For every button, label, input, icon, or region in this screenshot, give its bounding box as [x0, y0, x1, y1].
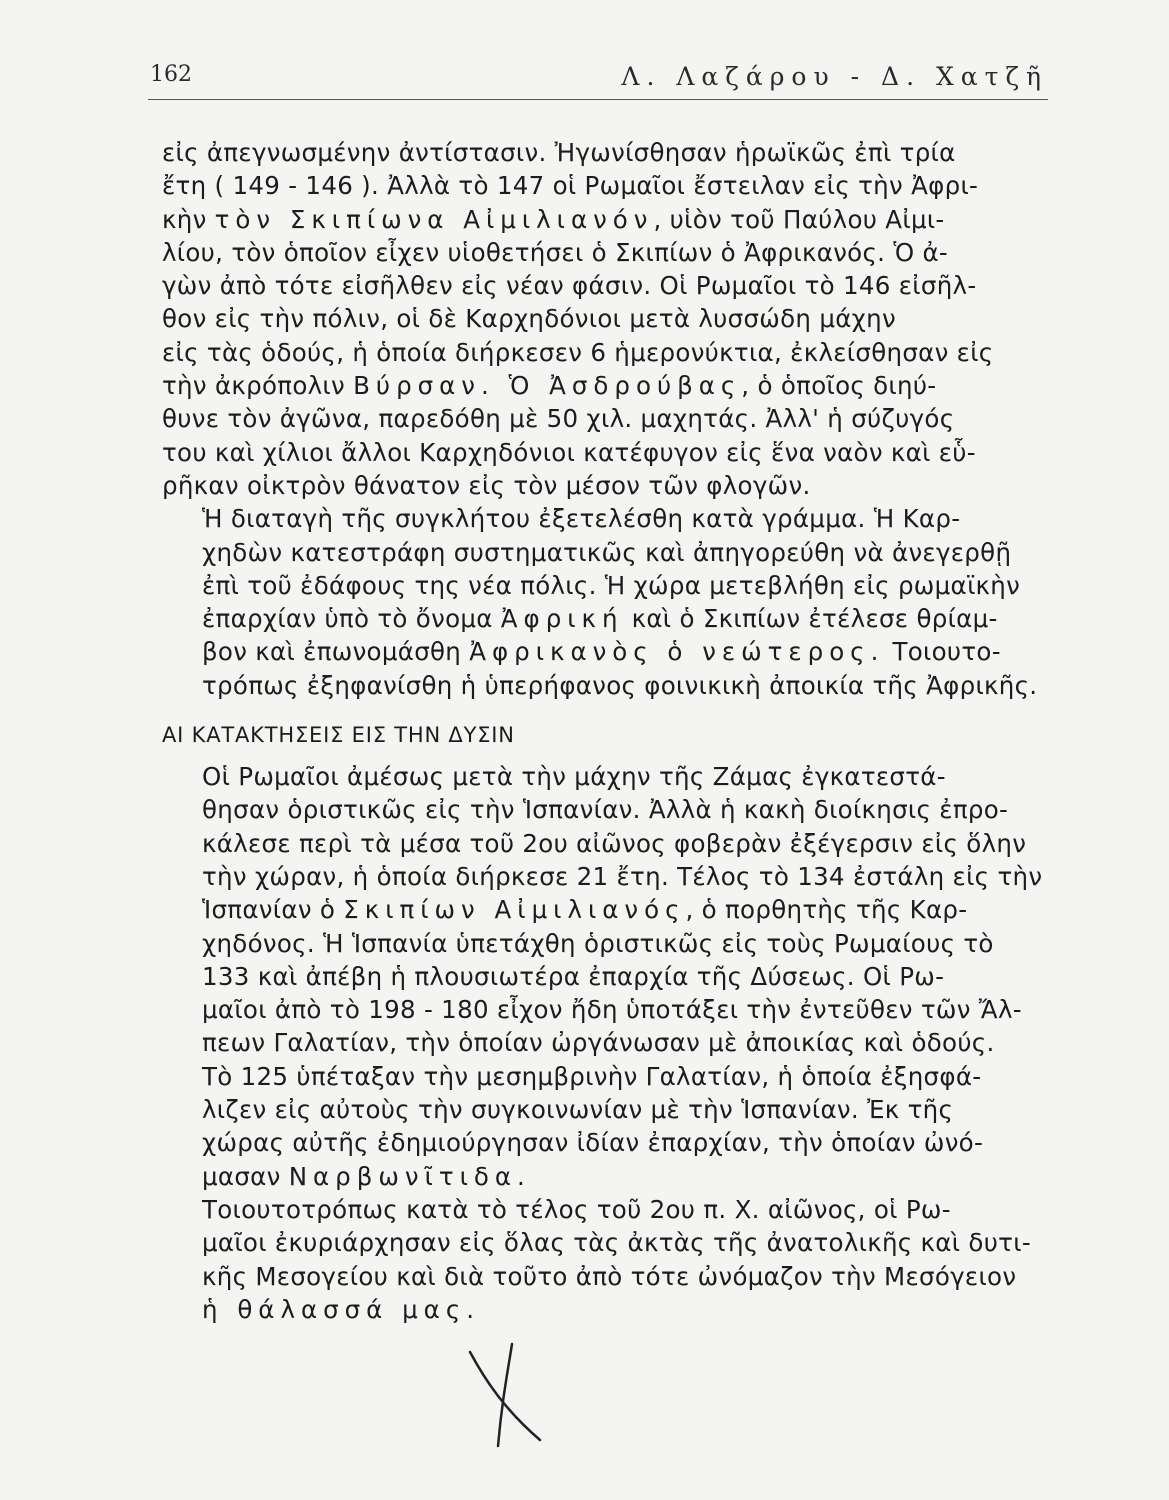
text-line: τὴν χώραν, ἡ ὁποία διήρκεσε 21 ἔτη. Τέλος τὸ 134 ἐστάλη εἰς τὴν	[202, 861, 1043, 891]
text-run: , ὁ ὁποῖος διηύ-	[741, 371, 937, 401]
text-line: ἔτη ( 149 - 146 ). Ἀλλὰ τὸ 147 οἱ Ρωμαῖοι ἔστειλαν εἰς τὴν Ἀφρι-	[162, 171, 979, 201]
emphasized-name: Σκιπίων Αἰμιλιανός	[343, 895, 686, 925]
text-run: Ἱσπανίαν ὁ	[202, 895, 344, 925]
pen-stroke	[498, 1344, 512, 1446]
text-line: ἐπὶ τοῦ ἐδάφους της νέα πόλις. Ἡ χώρα μετεβλήθη εἰς ρωμαϊκὴν	[202, 570, 1021, 600]
header-rule	[148, 99, 1048, 100]
emphasized-name: Ναρβωνῖτιδα.	[288, 1161, 531, 1191]
emphasized-name: Ἀφρική	[500, 604, 624, 634]
emphasized-name: τὸν Σκιπίωνα Αἰμιλιανόν	[214, 204, 654, 234]
text-run: βον καὶ ἐπωνομάσθη	[202, 637, 470, 667]
running-title: Λ. Λαζάρου - Δ. Χατζῆ	[621, 62, 1048, 91]
text-line: Ἡ διαταγὴ τῆς συγκλήτου ἐξετελέσθη κατὰ γράμμα. Ἡ Καρ-	[202, 504, 961, 534]
text-line: εἰς ἀπεγνωσμένην ἀντίστασιν. Ἠγωνίσθησαν ἡρωϊκῶς ἐπὶ τρία	[162, 138, 956, 167]
text-run: τὴν ἀκρόπολιν	[162, 371, 354, 401]
text-line	[162, 893, 1050, 926]
end-cross-mark	[460, 1340, 550, 1450]
text-run: καὶ ὁ Σκιπίων ἐτέλεσε θρίαμ-	[623, 604, 998, 634]
text-run: κὴν	[162, 204, 215, 234]
paragraph-1	[162, 136, 1050, 502]
text-line: μαῖοι ἐκυριάρχησαν εἰς ὅλας τὰς ἀκτὰς τῆς ἀνατολικῆς καὶ δυτι-	[202, 1228, 1031, 1258]
body-text	[162, 136, 1050, 1326]
text-line: θησαν ὁριστικῶς εἰς τὴν Ἱσπανίαν. Ἀλλὰ ἡ κακὴ διοίκησις ἐπρο-	[202, 795, 1009, 825]
text-line: χηδὼν κατεστράφη συστηματικῶς καὶ ἀπηγορεύθη νὰ ἀνεγερθῇ	[202, 537, 1012, 567]
text-line: θυνε τὸν ἀγῶνα, παρεδόθη μὲ 50 χιλ. μαχητάς. Ἀλλ' ἡ σύζυγός	[162, 404, 955, 434]
text-line: του καὶ χίλιοι ἄλλοι Καρχηδόνιοι κατέφυγον εἰς ἕνα ναὸν καὶ εὗ-	[162, 437, 976, 467]
text-line: θον εἰς τὴν πόλιν, οἱ δὲ Καρχηδόνιοι μετὰ λυσσώδη μάχην	[162, 304, 896, 334]
text-line: λίου, τὸν ὁποῖον εἶχεν υἱοθετήσει ὁ Σκιπίων ὁ Ἀφρικανός. Ὁ ἀ-	[162, 237, 949, 267]
text-line: λιζεν εἰς αὐτοὺς τὴν συγκοινωνίαν μὲ τὴν Ἱσπανίαν. Ἐκ τῆς	[202, 1095, 954, 1125]
text-line: μαῖοι ἀπὸ τὸ 198 - 180 εἶχον ἤδη ὑποτάξει τὴν ἐντεῦθεν τῶν Ἄλ-	[202, 995, 1022, 1025]
text-line: Οἱ Ρωμαῖοι ἀμέσως μετὰ τὴν μάχην τῆς Ζάμας ἐγκατεστά-	[202, 762, 946, 792]
text-run: , ὁ πορθητὴς τῆς Καρ-	[685, 895, 968, 925]
text-line: τρόπως ἐξηφανίσθη ἡ ὑπερήφανος φοινικικὴ ἀποικία τῆς Ἀφρικῆς.	[202, 670, 1038, 700]
page-number: 162	[150, 62, 192, 87]
text-line	[162, 1160, 1050, 1193]
text-line: 133 καὶ ἀπέβη ἡ πλουσιωτέρα ἐπαρχία τῆς Δύσεως. Οἱ Ρω-	[202, 961, 945, 991]
section-heading: ΑΙ ΚΑΤΑΚΤΗΣΕΙΣ ΕΙΣ ΤΗΝ ΔΥΣΙΝ	[162, 723, 515, 748]
text-line: Τὸ 125 ὑπέταξαν τὴν μεσημβρινὴν Γαλατίαν, ἡ ὁποία ἐξησφά-	[202, 1061, 982, 1091]
text-line: χώρας αὐτῆς ἐδημιούργησαν ἰδίαν ἐπαρχίαν, τὴν ὁποίαν ὠνό-	[202, 1128, 984, 1158]
text-line: γὼν ἀπὸ τότε εἰσῆλθεν εἰς νέαν φάσιν. Οἱ Ρωμαῖοι τὸ 146 εἰσῆλ-	[162, 271, 977, 301]
text-line: κῆς Μεσογείου καὶ διὰ τοῦτο ἀπὸ τότε ὠνόμαζον τὴν Μεσόγειον	[202, 1261, 1017, 1291]
text-line: κάλεσε περὶ τὰ μέσα τοῦ 2ου αἰῶνος φοβερὰν ἐξέγερσιν εἰς ὅλην	[202, 828, 1027, 858]
emphasized-name: Ἀφρικανὸς ὁ νεώτερος.	[469, 637, 885, 667]
text-line	[162, 203, 1050, 236]
paragraph-3	[162, 760, 1050, 1060]
running-head	[150, 62, 1048, 102]
text-line: Τοιουτοτρόπως κατὰ τὸ τέλος τοῦ 2ου π. Χ. αἰῶνος, οἱ Ρω-	[202, 1194, 951, 1224]
text-line	[162, 635, 1050, 668]
text-run: , υἱὸν τοῦ Παύλου Αἰμι-	[653, 204, 945, 234]
paragraph-5	[162, 1193, 1050, 1326]
text-line	[162, 602, 1050, 635]
text-line: ρῆκαν οἰκτρὸν θάνατον εἰς τὸν μέσον τῶν φλογῶν.	[162, 470, 811, 500]
emphasized-name: Βύρσαν. Ὁ Ἀσδρούβας	[353, 371, 742, 401]
text-run: ἐπαρχίαν ὑπὸ τὸ ὄνομα	[202, 604, 501, 634]
text-run: Τοιουτο-	[884, 637, 1001, 667]
text-line: ἡ θάλασσά μας.	[202, 1294, 481, 1324]
text-line	[162, 369, 1050, 402]
paragraph-4	[162, 1060, 1050, 1193]
text-run: μασαν	[202, 1161, 289, 1191]
text-line: πεων Γαλατίαν, τὴν ὁποίαν ὠργάνωσαν μὲ ἀποικίας καὶ ὁδούς.	[202, 1028, 995, 1058]
text-line: εἰς τὰς ὁδούς, ἡ ὁποία διήρκεσεν 6 ἡμερονύκτια, ἐκλείσθησαν εἰς	[162, 337, 994, 367]
paragraph-2	[162, 502, 1050, 702]
text-line: χηδόνος. Ἡ Ἱσπανία ὑπετάχθη ὁριστικῶς εἰς τοὺς Ρωμαίους τὸ	[202, 928, 994, 958]
